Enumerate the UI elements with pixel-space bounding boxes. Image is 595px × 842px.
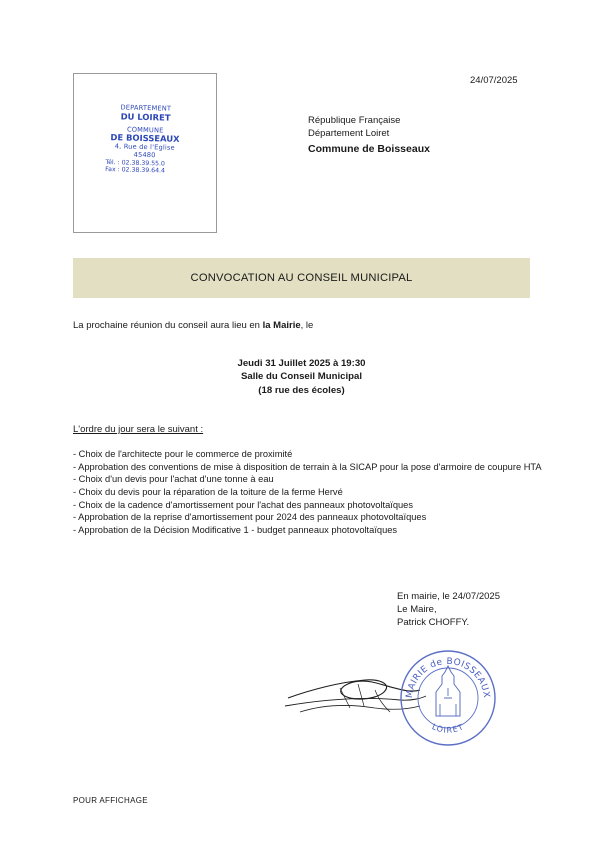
stamp-tel: Tél. : 02.38.39.55.0 <box>105 158 166 168</box>
footer-note: POUR AFFICHAGE <box>73 796 148 805</box>
meeting-datetime: Jeudi 31 Juillet 2025 à 19:30 <box>237 358 366 369</box>
intro-place: la Mairie <box>262 320 301 331</box>
stamp-line: DE BOISSEAUX <box>110 132 180 145</box>
mairie-stamp <box>99 104 191 176</box>
stamp-line: DU LOIRET <box>120 111 171 123</box>
meeting-address: (18 rue des écoles) <box>258 384 345 396</box>
agenda-item: - Approbation de la Décision Modificative 1 - budget panneaux photovoltaïques <box>73 524 398 535</box>
intro-paragraph <box>73 320 313 331</box>
commune-label: Commune de Boisseaux <box>308 142 430 155</box>
stamp-line: DEPARTEMENT <box>120 103 172 113</box>
meeting-room: Salle du Conseil Municipal <box>240 371 362 383</box>
department-label: Département Loiret <box>308 127 390 139</box>
meeting-details <box>73 357 530 397</box>
stamp-fax: Fax : 02.38.39.64.4 <box>105 166 166 175</box>
agenda-title: L'ordre du jour sera le suivant : <box>73 424 204 435</box>
agenda-item: - Choix de l'architecte pour le commerce de proximité <box>73 449 293 459</box>
intro-text: La prochaine réunion du conseil aura lieu en <box>73 320 263 331</box>
agenda-item: - Approbation de la reprise d'amortissement pour 2024 des panneaux photovoltaïques <box>73 512 427 523</box>
document-date: 24/07/2025 <box>470 75 518 86</box>
agenda-item: - Choix du devis pour la réparation de la toiture de la ferme Hervé <box>73 486 343 497</box>
signature-place-date: En mairie, le 24/07/2025 <box>397 591 500 602</box>
signature-block <box>397 590 500 629</box>
agenda-item: - Choix d'un devis pour l'achat d'une tonne à eau <box>73 474 274 485</box>
signature-role: Le Maire, <box>397 604 437 616</box>
stamp-line: 45480 <box>133 150 156 160</box>
agenda-item: - Approbation des conventions de mise à disposition de terrain à la SICAP pour la pose d'armoire de coupure HTA <box>73 461 542 472</box>
title-banner <box>73 258 530 298</box>
signature-name: Patrick CHOFFY. <box>397 617 470 629</box>
document-title: CONVOCATION AU CONSEIL MUNICIPAL <box>190 272 413 284</box>
seal-top-text: MAIRIE de BOISSEAUX <box>404 656 492 699</box>
republic-label: République Française <box>308 115 401 126</box>
issuer-block <box>308 115 430 156</box>
agenda-list <box>73 448 543 536</box>
svg-text:LOIRET <box>431 722 466 735</box>
stamp-line: 4, Rue de l'Eglise <box>114 142 175 153</box>
intro-suffix: , le <box>300 320 314 331</box>
agenda-item: - Choix de la cadence d'amortissement pour l'achat des panneaux photovoltaïques <box>73 499 413 510</box>
mairie-seal <box>398 648 498 748</box>
stamp-line: COMMUNE <box>126 125 164 135</box>
seal-bottom-text: LOIRET <box>430 722 466 735</box>
